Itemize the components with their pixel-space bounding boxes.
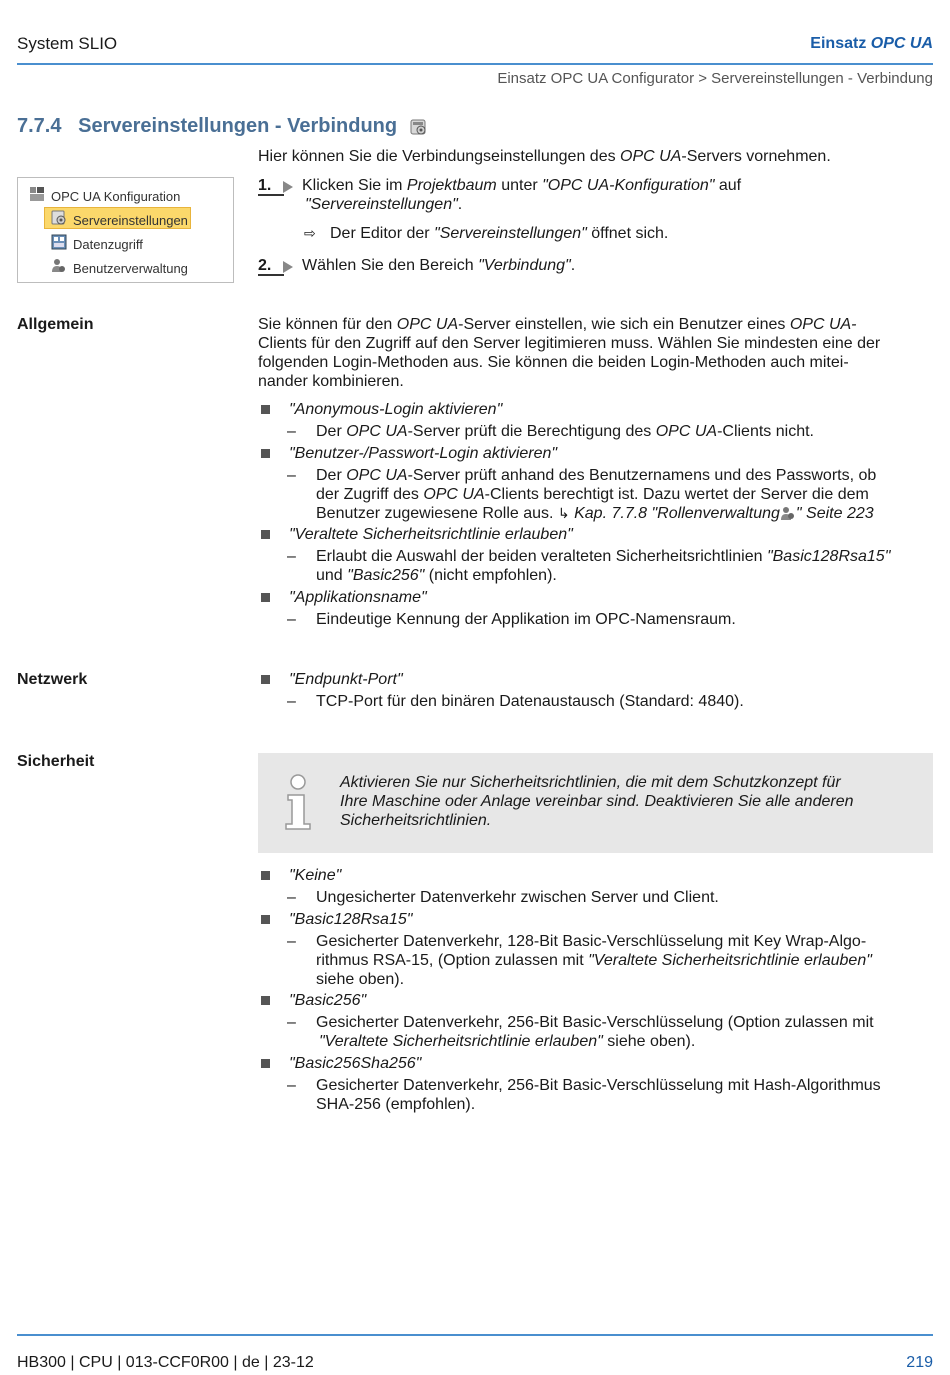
allg-p4: OPC UA- — [789, 316, 857, 333]
step-1-result-b: "Servereinstellungen" — [434, 225, 587, 242]
sich-b3d1: Gesicherter Datenverkehr, 256-Bit Basic-Verschlüsselung (Option zulassen mit — [316, 1014, 874, 1031]
list-item — [258, 932, 933, 991]
dash: – — [287, 1014, 296, 1031]
list-item — [258, 1054, 933, 1076]
step-2-text — [302, 256, 902, 275]
b2d2-a: der Zugriff des — [316, 486, 424, 503]
step-2-c: . — [570, 257, 576, 274]
list-item — [258, 547, 933, 588]
sich-b2d2-b: "Veraltete Sicherheitsrichtlinie erlauben" — [588, 952, 872, 969]
list-item — [258, 588, 933, 610]
bullet-square — [261, 405, 270, 414]
bullet-endpunkt-port: "Endpunkt-Port" — [289, 671, 403, 688]
allg-p7: nander kombinieren. — [258, 373, 404, 390]
bullet-basic256: "Basic256" — [289, 992, 367, 1009]
step-1-b: Projektbaum — [406, 177, 497, 194]
list-item — [258, 670, 933, 692]
step-1-a: Klicken Sie im — [302, 177, 407, 194]
dash: – — [287, 933, 296, 950]
allg-p5: Clients für den Zugriff auf den Server legitimieren muss. Wählen Sie mindesten eine der — [258, 335, 881, 352]
label-netzwerk: Netzwerk — [17, 671, 88, 688]
sich-b1d: Ungesicherter Datenverkehr zwischen Server und Client. — [316, 889, 719, 906]
step-1-arrow-icon — [283, 181, 293, 193]
allgemein-content — [258, 315, 933, 632]
bullet-square — [261, 996, 270, 1005]
step-2-b: "Verbindung" — [478, 257, 571, 274]
step-1-d: "OPC UA-Konfiguration" — [542, 177, 715, 194]
dash: – — [287, 693, 296, 710]
b3d1-a: Erlaubt die Auswahl der beiden veralteten Sicherheitsrichtlinien — [316, 548, 767, 565]
bullet-square — [261, 871, 270, 880]
header-right-italic: OPC UA — [870, 35, 933, 52]
tree-root[interactable]: OPC UA Konfiguration — [51, 189, 181, 204]
settings-icon — [410, 118, 428, 136]
seite-223-link[interactable]: " Seite 223 — [795, 505, 874, 522]
list-item — [258, 888, 933, 910]
b1d-d: OPC UA — [655, 423, 718, 440]
netzwerk-content — [258, 670, 933, 714]
tree-item-servereinstellungen[interactable]: Servereinstellungen — [73, 213, 188, 228]
b1d-e: -Clients nicht. — [717, 423, 814, 440]
b3d2-b: "Basic256" — [347, 567, 425, 584]
b2d2-c: -Clients berechtigt ist. Dazu wertet der Server die dem — [484, 486, 869, 503]
sich-b3d2-b: siehe oben). — [602, 1033, 696, 1050]
dash: – — [287, 548, 296, 565]
dash: – — [287, 611, 296, 628]
sich-b2d2-a: rithmus RSA-15, (Option zulassen mit — [316, 952, 589, 969]
allgemein-paragraph — [258, 315, 933, 391]
step-1-g: . — [457, 196, 463, 213]
step-2-underline — [258, 274, 284, 276]
section-number: 7.7.4 — [17, 115, 62, 137]
b4d: Eindeutige Kennung der Applikation im OPC-Namensraum. — [316, 611, 736, 628]
b3d2-c: (nicht empfohlen). — [424, 567, 557, 584]
allg-p6: folgenden Login-Methoden aus. Sie können die beiden Login-Methoden auch mitei- — [258, 354, 849, 371]
b2d3-a: Benutzer zugewiesene Rolle aus. — [316, 505, 558, 522]
list-item — [258, 991, 933, 1013]
list-item — [258, 525, 933, 547]
b3d2-a: und — [316, 567, 348, 584]
footer-rule — [17, 1334, 933, 1336]
bullet-basic256sha256: "Basic256Sha256" — [289, 1055, 422, 1072]
info-note-text — [340, 773, 853, 830]
footer-left: HB300 | CPU | 013-CCF0R00 | de | 23-12 — [17, 1354, 314, 1371]
list-item — [258, 1076, 933, 1117]
sich-b3d2-a: "Veraltete Sicherheitsrichtlinie erlauben" — [319, 1033, 603, 1050]
bullet-square — [261, 675, 270, 684]
datenzugriff-icon — [51, 234, 67, 250]
dash: – — [287, 889, 296, 906]
intro-a: Hier können Sie die Verbindungseinstellungen des — [258, 148, 621, 165]
label-sicherheit: Sicherheit — [17, 753, 95, 770]
bullet-benutzer: "Benutzer-/Passwort-Login aktivieren" — [289, 445, 558, 462]
list-item — [258, 866, 933, 888]
step-2-a: Wählen Sie den Bereich — [302, 257, 479, 274]
step-1-f: "Servereinstellungen" — [305, 196, 458, 213]
project-tree-screenshot — [17, 177, 234, 283]
info-note — [258, 753, 933, 853]
list-item — [258, 422, 933, 444]
list-item — [258, 400, 933, 422]
bullet-square — [261, 1059, 270, 1068]
allg-p3: -Server einstellen, wie sich ein Benutzer eines — [458, 316, 790, 333]
step-1-c: unter — [496, 177, 543, 194]
user-icon — [780, 506, 796, 520]
b3d1-b: "Basic128Rsa15" — [766, 548, 891, 565]
breadcrumb: Einsatz OPC UA Configurator > Servereinstellungen - Verbindung — [497, 70, 933, 87]
list-item — [258, 692, 933, 714]
header-rule — [17, 63, 933, 65]
dash: – — [287, 1077, 296, 1094]
bullet-square — [261, 915, 270, 924]
note-line-1: Aktivieren Sie nur Sicherheitsrichtlinien, die mit dem Schutzkonzept für — [340, 774, 841, 791]
intro-b: OPC UA — [620, 148, 682, 165]
tree-item-datenzugriff[interactable]: Datenzugriff — [73, 237, 143, 252]
header-right — [810, 34, 933, 53]
page-number: 219 — [906, 1354, 933, 1371]
note-line-3: Sicherheitsrichtlinien. — [340, 812, 492, 829]
link-arrow-icon: ↳ — [557, 505, 570, 521]
dash: – — [287, 423, 296, 440]
bullet-anonymous: "Anonymous-Login aktivieren" — [289, 401, 503, 418]
bullet-square — [261, 593, 270, 602]
bullet-veraltete: "Veraltete Sicherheitsrichtlinie erlauben" — [289, 526, 573, 543]
section-title: Servereinstellungen - Verbindung — [78, 115, 398, 137]
list-item — [258, 610, 933, 632]
list-item — [258, 1013, 933, 1054]
step-1 — [258, 176, 928, 256]
b2d1-c: -Server prüft anhand des Benutzernamens und des Passworts, ob — [407, 467, 877, 484]
b2d1-a: Der — [316, 467, 347, 484]
bullet-square — [261, 530, 270, 539]
bullet-applikationsname: "Applikationsname" — [289, 589, 427, 606]
list-item — [258, 444, 933, 466]
label-allgemein: Allgemein — [17, 316, 94, 333]
allg-p2: OPC UA — [396, 316, 459, 333]
config-folder-icon — [29, 186, 45, 202]
header-right-prefix: Einsatz — [810, 35, 871, 52]
step-1-text — [302, 176, 902, 214]
bullet-basic128: "Basic128Rsa15" — [289, 911, 413, 928]
rollenverwaltung-link[interactable]: Kap. 7.7.8 "Rollenverwaltung — [574, 505, 780, 522]
step-2-arrow-icon — [283, 261, 293, 273]
step-2 — [258, 256, 928, 278]
servereinstellungen-icon — [51, 210, 67, 226]
b2d1-b: OPC UA — [346, 467, 408, 484]
netzwerk-b1d: TCP-Port für den binären Datenaustausch (Standard: 4840). — [316, 693, 744, 710]
note-line-2: Ihre Maschine oder Anlage vereinbar sind. Deaktivieren Sie alle anderen — [340, 793, 854, 810]
sich-b2d3: siehe oben). — [316, 971, 405, 988]
benutzerverwaltung-icon — [51, 258, 67, 274]
b1d-b: OPC UA — [346, 423, 408, 440]
sich-b4d2: SHA-256 (empfohlen). — [316, 1096, 476, 1113]
allg-p1: Sie können für den — [258, 316, 397, 333]
header-left: System SLIO — [17, 34, 118, 53]
list-item — [258, 466, 933, 525]
step-1-number: 1. — [258, 177, 272, 194]
intro-c: -Servers vornehmen. — [681, 148, 831, 165]
b2d2-b: OPC UA — [423, 486, 485, 503]
step-1-result-c: öffnet sich. — [586, 225, 669, 242]
bullet-square — [261, 449, 270, 458]
step-1-result — [330, 224, 930, 243]
info-icon — [284, 773, 316, 831]
step-1-e: auf — [714, 177, 742, 194]
result-arrow-icon: ⇨ — [304, 225, 316, 241]
section-heading — [17, 114, 397, 138]
step-2-number: 2. — [258, 257, 272, 274]
intro-text — [258, 147, 831, 166]
step-1-underline — [258, 194, 284, 196]
bullet-keine: "Keine" — [289, 867, 342, 884]
dash: – — [287, 467, 296, 484]
tree-item-benutzerverwaltung[interactable]: Benutzerverwaltung — [73, 261, 188, 276]
sich-b2d1: Gesicherter Datenverkehr, 128-Bit Basic-Verschlüsselung mit Key Wrap-Algo- — [316, 933, 867, 950]
list-item — [258, 910, 933, 932]
sich-b4d1: Gesicherter Datenverkehr, 256-Bit Basic-Verschlüsselung mit Hash-Algorithmus — [316, 1077, 881, 1094]
step-1-result-a: Der Editor der — [330, 225, 435, 242]
b1d-c: -Server prüft die Berechtigung des — [407, 423, 656, 440]
sicherheit-content — [258, 866, 933, 1117]
b1d-a: Der — [316, 423, 347, 440]
